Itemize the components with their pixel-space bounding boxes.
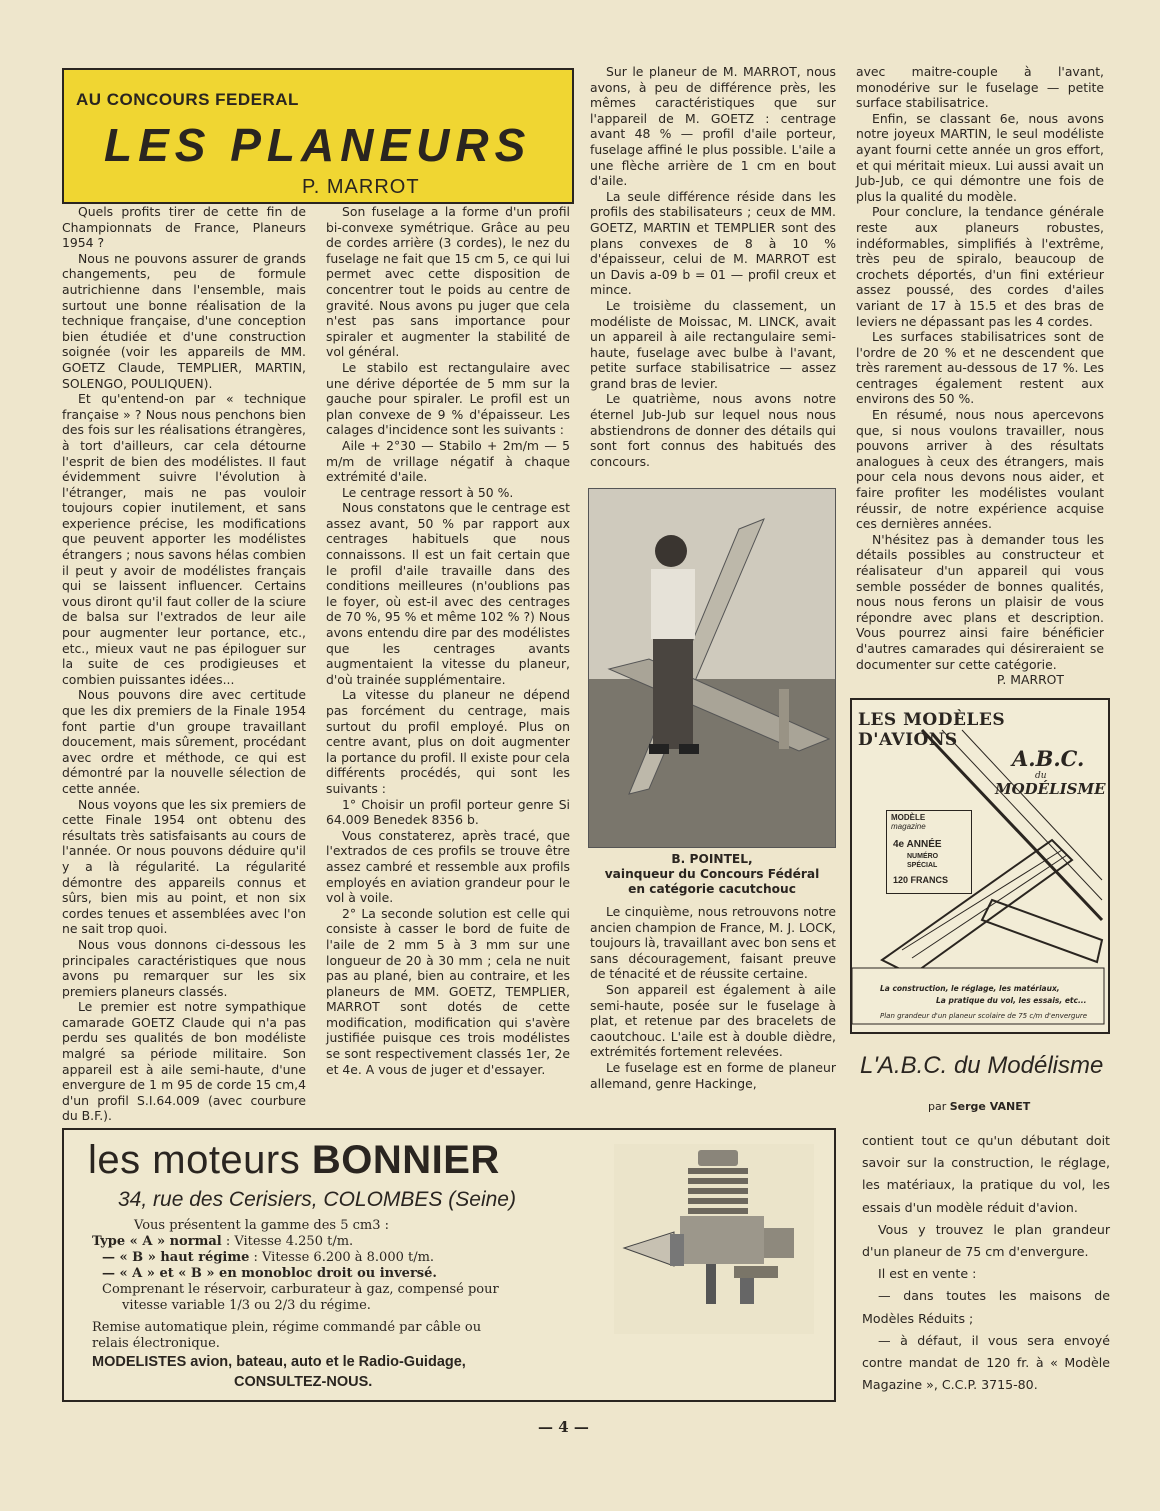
- paragraph: Pour conclure, la tendance générale reste aux planeurs robustes, indéformables, simplifiés à l'extrême, très peu de spiralo, beaucoup de crochets déportés, d'un fini extérieur assez poussé, des cordes d'ailes variant de 17 à 15.5 et des bras de leviers ne dépassant pas les 4 cordes.: [856, 204, 1104, 329]
- abc-ad-foot: Plan grandeur d'un planeur scolaire de 75 c/m d'envergure: [880, 1012, 1088, 1020]
- paragraph: avec maitre-couple à l'avant, monodérive sur le fuselage — petite surface stabilisatrice.: [856, 64, 1104, 111]
- article-column-1: [62, 204, 306, 1124]
- article-column-3-bottom: [590, 904, 836, 1091]
- article-author: P. MARROT: [302, 176, 420, 198]
- bonnier-line: [92, 1234, 353, 1249]
- bonnier-bold: — « B » haut régime: [102, 1250, 250, 1265]
- bonnier-engines-ad: [62, 1128, 836, 1402]
- abc-ad-title: A.B.C.: [1012, 746, 1085, 771]
- paragraph: La vitesse du planeur ne dépend pas forcément du centrage, mais surtout du profil employé. Plus on centre avant, plus on doit augmenter la portance du profil. Il existe pour cela différents procédés, qui sont les suivants :: [326, 687, 570, 796]
- book-author: Serge VANET: [949, 1100, 1031, 1113]
- paragraph: Le centrage ressort à 50 %.: [342, 484, 514, 500]
- bonnier-line: Remise automatique plein, régime commandé par câble ou: [92, 1320, 482, 1335]
- abc-ad-foot: La pratique du vol, les essais, etc...: [936, 996, 1087, 1005]
- paragraph: Vous y trouvez le plan grandeur d'un planeur de 75 cm d'envergure.: [862, 1221, 1110, 1260]
- photo-pointel-with-glider: [588, 488, 836, 848]
- badge-text: SPÉCIAL: [907, 862, 938, 869]
- article-column-3-top: [590, 64, 836, 469]
- paragraph: Le quatrième, nous avons notre éternel Jub-Jub sur lequel nous nous abstiendrons de donner des détails qui sont fort connus des habitués des concours.: [590, 391, 836, 469]
- badge-text: NUMÉRO: [907, 853, 939, 860]
- paragraph: Nous vous donnons ci-dessous les principales caractéristiques que nous avons pu remarquer sur les six premiers planeurs classés.: [62, 936, 306, 999]
- bonnier-line: vitesse variable 1/3 ou 2/3 du régime.: [122, 1298, 371, 1313]
- paragraph: Le troisième du classement, un modéliste de Moissac, M. LINCK, avait un appareil à aile rectangulaire semi-haute, fuselage avec bulbe à l'avant, petite surface stabilisatrice — assez grand bras de levier.: [590, 297, 836, 391]
- paragraph: En résumé, nous nous apercevons que, si nous voulons travailler, nous pouvons arriver à des résultats analogues à ceux des étrangers, mais pour cela nous devons nous aider, et faire profiter les modélistes voulant réussir, de notre expérience acquise ces dernières années.: [856, 407, 1104, 532]
- paragraph: Nous pouvons dire avec certitude que les dix premiers de la Finale 1954 font partie d'un groupe travaillant doucement, mais sûrement, procédant avec ordre et méthode, ce qui est démontré par la nouvelle sélection de cette année.: [62, 687, 306, 796]
- badge-text: 4e ANNÉE: [893, 839, 942, 850]
- paragraph: Son fuselage a la forme d'un profil bi-convexe symétrique. Grâce au peu de cordes arrière (3 cordes), le nez du fuselage ne fait que 15 cm 5, ce qui lui permet avec cette disposition de concentrer tout le poids au centre de gravité. Nous avons pu juger que cela n'est pas sans importance pour spiraler et augmenter la stabilité de vol général.: [326, 204, 570, 360]
- book-title: L'A.B.C. du Modélisme: [860, 1052, 1104, 1079]
- paragraph: Enfin, se classant 6e, nous avons notre joyeux MARTIN, le seul modéliste ayant fourni cette année un gros effort, et qui méritait mieux. Lui aussi avait un Jub-Jub, ce qui démontre une fois de plus la qualité du modèle.: [856, 110, 1104, 204]
- abc-ad-du: du: [1035, 771, 1047, 781]
- bonnier-line: Comprenant le réservoir, carburateur à gaz, compensé pour: [102, 1282, 499, 1297]
- paragraph: Vous constaterez, après tracé, que l'extrados de ces profils se trouve être assez cambré et ressemble aux profils employés en aviation grandeur pour le vol à voile.: [326, 827, 570, 906]
- page-number: — 4 —: [538, 1418, 589, 1436]
- bonnier-address: 34, rue des Cerisiers, COLOMBES (Seine): [118, 1188, 516, 1211]
- bonnier-line: — « A » et « B » en monobloc droit ou inversé.: [102, 1266, 437, 1281]
- article-signature: P. MARROT: [996, 672, 1064, 688]
- article-column-2: [326, 204, 570, 1077]
- paragraph: Le cinquième, nous retrouvons notre ancien champion de France, M. J. LOCK, toujours là, travaillant avec bon sens et sans découragement, faisant preuve de ténacité et de réussite certaine.: [590, 904, 836, 982]
- article-column-4: [856, 64, 1104, 688]
- bonnier-line: relais électronique.: [92, 1336, 220, 1351]
- paragraph: Les surfaces stabilisatrices sont de l'ordre de 20 % et ne descendent que très rarement au-dessous de 17 %. Les centrages également restent aux environs des 50 %.: [856, 329, 1104, 407]
- magazine-badge: [886, 810, 972, 894]
- paragraph: Son appareil est également à aile semi-haute, posée sur le fuselage à plat, et retenue par des bracelets de caoutchouc. L'aile est à double dièdre, extrémités fortement relevées.: [590, 981, 836, 1060]
- paragraph: Quels profits tirer de cette fin de Championnats de France, Planeurs 1954 ?: [62, 204, 306, 251]
- book-description: [862, 1130, 1110, 1396]
- paragraph: Nous voyons que les six premiers de cette Finale 1954 ont obtenu des résultats très satisfaisants au cours de l'année. Or nous pouvons déduire qu'il y a là régularité. La régularité démontre des appareils connus et sûrs, bien mis au point, et non six cordes tenues et assemblées avec l'on ne sait trop quoi.: [62, 796, 306, 937]
- bonnier-title-b: BONNIER: [311, 1138, 500, 1182]
- paragraph: contient tout ce qu'un débutant doit savoir sur la construction, le réglage, les matériaux, la pratique du vol, les essais d'un modèle réduit d'avion.: [862, 1133, 1110, 1215]
- par-word: par: [928, 1100, 947, 1113]
- header-kicker: AU CONCOURS FEDERAL: [76, 90, 299, 109]
- paragraph: 1° Choisir un profil porteur genre Si 64.009 Benedek 8356 b.: [326, 796, 570, 828]
- article-header-banner: [62, 68, 574, 204]
- paragraph: Nous constatons que le centrage est assez avant, 50 % par rapport aux centrages habituels que nous connaissons. Il est un fait certain que le profil d'aile travaille dans des conditions meilleures (n'oublions pas le foyer, où est-il avec des centrages de 70 %, 95 % et même 102 % ?) Nous avons entendu dire par des modélistes que les centrages avants augmentaient la vitesse du planeur, d'où trainée supplémentaire.: [326, 500, 570, 687]
- abc-ad-header: LES MODÈLES D'AVIONS: [858, 710, 1006, 750]
- abc-ad-foot: La construction, le réglage, les matériaux,: [880, 984, 1060, 993]
- glider-photo-illustration: [589, 489, 835, 847]
- badge-text: MODÈLE: [891, 813, 926, 822]
- caption-line: vainqueur du Concours Fédéral: [604, 867, 820, 881]
- bonnier-line: CONSULTEZ-NOUS.: [234, 1374, 373, 1390]
- paragraph: — dans toutes les maisons de Modèles Réduits ;: [862, 1288, 1110, 1326]
- paragraph: Le stabilo est rectangulaire avec une dérive déportée de 5 mm sur la gauche pour spiraler. Le profil est un plan convexe de 9 % d'épaisseur. Les calages d'incidence sont les suivants :: [326, 359, 570, 438]
- bonnier-line: MODELISTES avion, bateau, auto et le Radio-Guidage,: [92, 1354, 466, 1370]
- engine-photo-icon: [614, 1144, 814, 1334]
- badge-text: magazine: [891, 822, 926, 831]
- paragraph: — à défaut, il vous sera envoyé contre mandat de 120 fr. à « Modèle Magazine », C.C.P. 3715-80.: [862, 1332, 1110, 1393]
- paragraph: Et qu'entend-on par « technique française » ? Nous nous penchons bien des fois sur les réalisations étrangères, à tort d'ailleurs, car cela détourne l'esprit de bien des modélistes. Il faut évidemment suivre l'évolution à l'étranger, mais ne pas vouloir toujours copier inutilement, et sans experience précise, les modifications que peuvent apporter les modélistes étrangers ; nous savons hélas combien il peut y avoir de modélistes français qui se laissent influencer. Certains vous diront qu'il faut coller de la sciure de balsa sur l'extrados de leur aile pour augmenter leur portance, etc., etc., mieux vaut ne pas épiloguer sur la suite de ces prodigieuses et combien puissantes idées...: [62, 391, 306, 687]
- paragraph: Sur le planeur de M. MARROT, nous avons, à peu de différence près, les mêmes caractéristiques que sur l'appareil de M. GOETZ : centrage avant 48 % — profil d'aile porteur, fuselage affiné le plus possible. L'aile a une flèche arrière de 1 cm en bout d'aile.: [590, 64, 836, 189]
- paragraph: Le premier est notre sympathique camarade GOETZ Claude qui n'a pas perdu ses qualités de bon modéliste malgré sa période militaire. Son appareil est à aile semi-haute, d'une envergure de 1 m 95 de corde 15 cm,4 d'un profil S.I.64.009 (avec courbure du B.F.).: [62, 999, 306, 1124]
- bonnier-text: : Vitesse 4.250 t/m.: [221, 1234, 354, 1249]
- bonnier-text: : Vitesse 6.200 à 8.000 t/m.: [249, 1250, 435, 1265]
- paragraph: 2° La seconde solution est celle qui consiste à casser le bord de fuite de l'aile de 2 mm 5 à 3 mm sur une longueur de 20 à 30 mm ; cela ne nuit pas au plané, bien au contraire, et les planeurs de MM. GOETZ, TEMPLIER, MARROT sont dotés de cette modification, modification qui s'avère justifiée puisque ces trois modélistes se sont respectivement classés 1er, 2e et 4e. A vous de juger et d'essayer.: [326, 905, 570, 1077]
- paragraph: Nous ne pouvons assurer de grands changements, peu de formule autrichienne dans l'ensemble, mais surtout une bonne réalisation de la technique française, d'une conception bien étudiée et d'une construction soignée (voir les appareils de MM. GOETZ Claude, TEMPLIER, MARTIN, SOLENGO, POULIQUEN).: [62, 250, 306, 391]
- caption-name: B. POINTEL,: [671, 852, 753, 866]
- bonnier-title-a: les moteurs: [88, 1138, 312, 1182]
- photo-caption: [586, 852, 838, 897]
- paragraph: La seule différence réside dans les profils des stabilisateurs ; ceux de MM. GOETZ, MARTIN et TEMPLIER sont des plans convexes de 8 à 10 % d'épaisseur, celui de M. MARROT est un Davis a-09 b = 01 — profil creux et mince.: [590, 188, 836, 298]
- bonnier-line: Vous présentent la gamme des 5 cm3 :: [134, 1218, 390, 1233]
- paragraph: Il est en vente :: [878, 1266, 977, 1282]
- caption-line: en catégorie cacutchouc: [628, 882, 796, 896]
- bonnier-line: [102, 1250, 434, 1265]
- badge-price: 120 FRANCS: [893, 875, 949, 885]
- paragraph: N'hésitez pas à demander tous les détails possibles au constructeur et réalisateur d'un appareil qui vous semble posséder de bonnes qualités, nous nous ferons un plaisir de vous répondre avec plans et description. Vous pourrez ainsi faire bénéficier d'autres camarades qui désireraient se documenter sur cette catégorie.: [856, 531, 1104, 672]
- abc-ad-subtitle: MODÉLISME: [995, 780, 1106, 798]
- article-title: LES PLANEURS: [104, 119, 532, 171]
- bonnier-bold: Type « A » normal: [92, 1234, 222, 1249]
- bonnier-ad-title: [88, 1138, 500, 1183]
- abc-modelisme-ad: [850, 698, 1110, 1034]
- paragraph: Le fuselage est en forme de planeur allemand, genre Hackinge,: [590, 1059, 836, 1091]
- book-author-line: [928, 1100, 1030, 1113]
- paragraph: Aile + 2°30 — Stabilo + 2m/m — 5 m/m de vrillage négatif à chaque extrémité d'aile.: [326, 437, 570, 485]
